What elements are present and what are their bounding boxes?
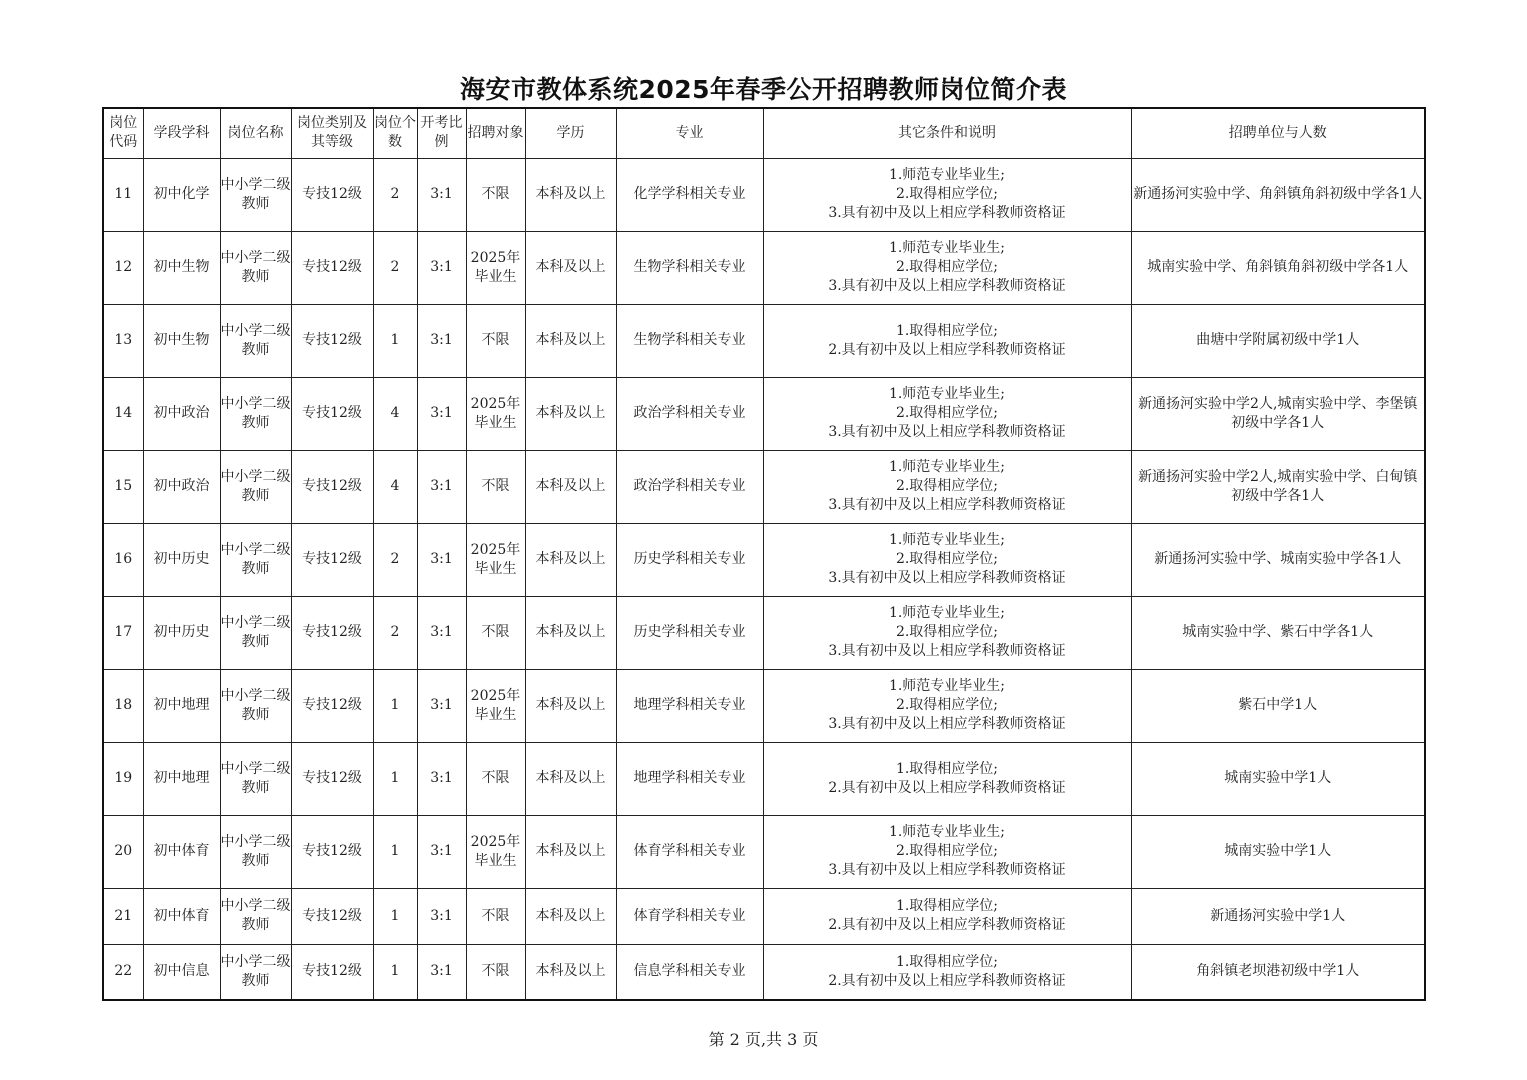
cell-education: 本科及以上 <box>525 377 616 450</box>
header-category: 岗位类别及其等级 <box>291 108 373 158</box>
cell-target: 不限 <box>466 304 525 377</box>
unit-text: 新通扬河实验中学1人 <box>1210 907 1346 924</box>
cell-code: 13 <box>103 304 143 377</box>
unit-text: 新通扬河实验中学、城南实验中学各1人 <box>1154 551 1402 567</box>
cell-ratio: 3:1 <box>417 158 466 231</box>
cell-code: 17 <box>103 596 143 669</box>
cell-target: 不限 <box>466 742 525 815</box>
cell-subject: 初中地理 <box>143 669 220 742</box>
cell-target: 2025年毕业生 <box>466 377 525 450</box>
cell-subject: 初中体育 <box>143 888 220 944</box>
cell-target: 不限 <box>466 944 525 1000</box>
cell-code: 15 <box>103 450 143 523</box>
cell-major: 地理学科相关专业 <box>616 669 763 742</box>
unit-text: 曲塘中学附属初级中学1人 <box>1196 332 1360 348</box>
cell-count: 4 <box>373 377 417 450</box>
cell-count: 2 <box>373 158 417 231</box>
cell-subject: 初中历史 <box>143 596 220 669</box>
cell-conditions <box>763 815 1131 888</box>
cell-ratio: 3:1 <box>417 450 466 523</box>
cell-count: 1 <box>373 742 417 815</box>
condition-line: 3.具有初中及以上相应学科教师资格证 <box>828 205 1066 221</box>
table-row <box>103 815 1425 888</box>
cell-major: 生物学科相关专业 <box>616 231 763 304</box>
cell-units <box>1131 377 1425 450</box>
unit-text: 紫石中学1人 <box>1238 697 1318 713</box>
cell-subject: 初中政治 <box>143 377 220 450</box>
page-number: 第 2 页,共 3 页 <box>708 1030 819 1049</box>
header-code: 岗位代码 <box>103 108 143 158</box>
cell-education: 本科及以上 <box>525 944 616 1000</box>
cell-target: 2025年毕业生 <box>466 669 525 742</box>
cell-count: 1 <box>373 815 417 888</box>
cell-subject: 初中地理 <box>143 742 220 815</box>
cell-major: 历史学科相关专业 <box>616 596 763 669</box>
table-row <box>103 304 1425 377</box>
condition-line: 1.师范专业毕业生; <box>888 532 1006 548</box>
cell-code: 12 <box>103 231 143 304</box>
condition-line: 2.具有初中及以上相应学科教师资格证 <box>828 972 1066 989</box>
cell-post: 中小学二级教师 <box>220 596 291 669</box>
condition-line: 1.师范专业毕业生; <box>888 605 1006 621</box>
cell-conditions <box>763 231 1131 304</box>
cell-ratio: 3:1 <box>417 888 466 944</box>
cell-code: 16 <box>103 523 143 596</box>
cell-category: 专技12级 <box>291 596 373 669</box>
cell-subject: 初中历史 <box>143 523 220 596</box>
condition-line: 1.师范专业毕业生; <box>888 240 1006 256</box>
cell-code: 21 <box>103 888 143 944</box>
condition-line: 2.取得相应学位; <box>895 697 999 713</box>
header-target: 招聘对象 <box>466 108 525 158</box>
cell-ratio: 3:1 <box>417 669 466 742</box>
cell-post: 中小学二级教师 <box>220 888 291 944</box>
cell-units <box>1131 231 1425 304</box>
cell-ratio: 3:1 <box>417 377 466 450</box>
cell-category: 专技12级 <box>291 523 373 596</box>
condition-line: 3.具有初中及以上相应学科教师资格证 <box>828 570 1066 586</box>
table-row <box>103 158 1425 231</box>
cell-education: 本科及以上 <box>525 231 616 304</box>
cell-major: 生物学科相关专业 <box>616 304 763 377</box>
table-row <box>103 377 1425 450</box>
cell-code: 14 <box>103 377 143 450</box>
cell-major: 地理学科相关专业 <box>616 742 763 815</box>
condition-line: 3.具有初中及以上相应学科教师资格证 <box>828 424 1066 440</box>
cell-units <box>1131 523 1425 596</box>
condition-line: 1.取得相应学位; <box>895 760 999 777</box>
cell-ratio: 3:1 <box>417 944 466 1000</box>
cell-category: 专技12级 <box>291 669 373 742</box>
cell-conditions <box>763 888 1131 944</box>
table-row <box>103 523 1425 596</box>
cell-count: 4 <box>373 450 417 523</box>
cell-code: 18 <box>103 669 143 742</box>
cell-category: 专技12级 <box>291 231 373 304</box>
header-subject: 学段学科 <box>143 108 220 158</box>
cell-category: 专技12级 <box>291 944 373 1000</box>
condition-line: 1.取得相应学位; <box>895 322 999 339</box>
cell-education: 本科及以上 <box>525 888 616 944</box>
cell-major: 政治学科相关专业 <box>616 377 763 450</box>
table-header-row <box>103 108 1425 158</box>
cell-ratio: 3:1 <box>417 596 466 669</box>
cell-post: 中小学二级教师 <box>220 742 291 815</box>
table-row <box>103 450 1425 523</box>
unit-text: 城南实验中学1人 <box>1224 770 1332 786</box>
condition-line: 2.取得相应学位; <box>895 478 999 494</box>
cell-units <box>1131 596 1425 669</box>
cell-post: 中小学二级教师 <box>220 815 291 888</box>
cell-major: 化学学科相关专业 <box>616 158 763 231</box>
cell-subject: 初中信息 <box>143 944 220 1000</box>
cell-conditions <box>763 742 1131 815</box>
unit-text: 城南实验中学、角斜镇角斜初级中学各1人 <box>1147 259 1409 275</box>
cell-subject: 初中生物 <box>143 231 220 304</box>
cell-units <box>1131 158 1425 231</box>
cell-conditions <box>763 523 1131 596</box>
table-row <box>103 596 1425 669</box>
cell-major: 政治学科相关专业 <box>616 450 763 523</box>
cell-units <box>1131 742 1425 815</box>
unit-text: 城南实验中学1人 <box>1224 843 1332 859</box>
table-row <box>103 888 1425 944</box>
cell-post: 中小学二级教师 <box>220 304 291 377</box>
cell-count: 2 <box>373 231 417 304</box>
condition-line: 3.具有初中及以上相应学科教师资格证 <box>828 497 1066 513</box>
cell-major: 信息学科相关专业 <box>616 944 763 1000</box>
condition-line: 2.具有初中及以上相应学科教师资格证 <box>828 917 1066 933</box>
condition-line: 1.师范专业毕业生; <box>888 678 1006 694</box>
table-row <box>103 231 1425 304</box>
condition-line: 1.取得相应学位; <box>895 953 999 970</box>
cell-post: 中小学二级教师 <box>220 523 291 596</box>
cell-ratio: 3:1 <box>417 523 466 596</box>
cell-category: 专技12级 <box>291 158 373 231</box>
cell-education: 本科及以上 <box>525 304 616 377</box>
cell-conditions <box>763 596 1131 669</box>
cell-count: 1 <box>373 304 417 377</box>
cell-conditions <box>763 450 1131 523</box>
condition-line: 1.师范专业毕业生; <box>888 386 1006 402</box>
job-table <box>102 107 1426 1001</box>
header-ratio: 开考比例 <box>417 108 466 158</box>
cell-target: 不限 <box>466 450 525 523</box>
condition-line: 3.具有初中及以上相应学科教师资格证 <box>828 862 1066 878</box>
table-row <box>103 944 1425 1000</box>
cell-ratio: 3:1 <box>417 304 466 377</box>
cell-code: 11 <box>103 158 143 231</box>
cell-education: 本科及以上 <box>525 596 616 669</box>
cell-units <box>1131 815 1425 888</box>
condition-line: 2.具有初中及以上相应学科教师资格证 <box>828 779 1066 796</box>
cell-major: 体育学科相关专业 <box>616 815 763 888</box>
condition-line: 2.取得相应学位; <box>895 551 999 567</box>
cell-subject: 初中政治 <box>143 450 220 523</box>
cell-ratio: 3:1 <box>417 815 466 888</box>
condition-line: 1.师范专业毕业生; <box>888 824 1006 840</box>
cell-category: 专技12级 <box>291 888 373 944</box>
unit-text: 新通扬河实验中学2人,城南实验中学、白甸镇初级中学各1人 <box>1138 468 1418 504</box>
cell-count: 1 <box>373 669 417 742</box>
header-units: 招聘单位与人数 <box>1131 108 1425 158</box>
cell-category: 专技12级 <box>291 742 373 815</box>
cell-education: 本科及以上 <box>525 523 616 596</box>
cell-post: 中小学二级教师 <box>220 377 291 450</box>
cell-education: 本科及以上 <box>525 450 616 523</box>
unit-text: 角斜镇老坝港初级中学1人 <box>1196 963 1360 980</box>
cell-target: 2025年毕业生 <box>466 231 525 304</box>
condition-line: 3.具有初中及以上相应学科教师资格证 <box>828 278 1066 294</box>
cell-code: 22 <box>103 944 143 1000</box>
cell-subject: 初中生物 <box>143 304 220 377</box>
table-row <box>103 742 1425 815</box>
cell-code: 19 <box>103 742 143 815</box>
cell-conditions <box>763 669 1131 742</box>
cell-education: 本科及以上 <box>525 742 616 815</box>
condition-line: 2.具有初中及以上相应学科教师资格证 <box>828 341 1066 358</box>
cell-units <box>1131 304 1425 377</box>
cell-units <box>1131 888 1425 944</box>
table-row <box>103 669 1425 742</box>
cell-code: 20 <box>103 815 143 888</box>
condition-line: 3.具有初中及以上相应学科教师资格证 <box>828 716 1066 732</box>
cell-education: 本科及以上 <box>525 669 616 742</box>
header-post: 岗位名称 <box>220 108 291 158</box>
cell-units <box>1131 669 1425 742</box>
cell-count: 1 <box>373 888 417 944</box>
cell-target: 不限 <box>466 158 525 231</box>
condition-line: 2.取得相应学位; <box>895 405 999 421</box>
header-education: 学历 <box>525 108 616 158</box>
cell-count: 2 <box>373 523 417 596</box>
header-major: 专业 <box>616 108 763 158</box>
condition-line: 1.师范专业毕业生; <box>888 167 1006 183</box>
cell-conditions <box>763 377 1131 450</box>
cell-conditions <box>763 304 1131 377</box>
cell-conditions <box>763 158 1131 231</box>
cell-category: 专技12级 <box>291 450 373 523</box>
cell-post: 中小学二级教师 <box>220 450 291 523</box>
cell-major: 历史学科相关专业 <box>616 523 763 596</box>
cell-ratio: 3:1 <box>417 231 466 304</box>
condition-line: 3.具有初中及以上相应学科教师资格证 <box>828 643 1066 659</box>
cell-post: 中小学二级教师 <box>220 669 291 742</box>
condition-line: 2.取得相应学位; <box>895 843 999 859</box>
cell-education: 本科及以上 <box>525 158 616 231</box>
cell-units <box>1131 450 1425 523</box>
cell-post: 中小学二级教师 <box>220 231 291 304</box>
condition-line: 1.师范专业毕业生; <box>888 459 1006 475</box>
cell-major: 体育学科相关专业 <box>616 888 763 944</box>
cell-count: 1 <box>373 944 417 1000</box>
cell-ratio: 3:1 <box>417 742 466 815</box>
cell-target: 不限 <box>466 888 525 944</box>
cell-category: 专技12级 <box>291 377 373 450</box>
cell-category: 专技12级 <box>291 815 373 888</box>
cell-conditions <box>763 944 1131 1000</box>
unit-text: 新通扬河实验中学、角斜镇角斜初级中学各1人 <box>1133 186 1423 202</box>
unit-text: 新通扬河实验中学2人,城南实验中学、李堡镇初级中学各1人 <box>1138 395 1418 431</box>
cell-count: 2 <box>373 596 417 669</box>
condition-line: 2.取得相应学位; <box>895 186 999 202</box>
condition-line: 2.取得相应学位; <box>895 624 999 640</box>
header-conditions: 其它条件和说明 <box>763 108 1131 158</box>
cell-target: 2025年毕业生 <box>466 815 525 888</box>
cell-education: 本科及以上 <box>525 815 616 888</box>
cell-subject: 初中化学 <box>143 158 220 231</box>
condition-line: 2.取得相应学位; <box>895 259 999 275</box>
page-title: 海安市教体系统2025年春季公开招聘教师岗位简介表 <box>459 75 1068 104</box>
condition-line: 1.取得相应学位; <box>895 898 999 914</box>
cell-category: 专技12级 <box>291 304 373 377</box>
cell-post: 中小学二级教师 <box>220 944 291 1000</box>
cell-post: 中小学二级教师 <box>220 158 291 231</box>
header-count: 岗位个数 <box>373 108 417 158</box>
cell-units <box>1131 944 1425 1000</box>
cell-target: 不限 <box>466 596 525 669</box>
table-body <box>103 158 1425 1000</box>
cell-subject: 初中体育 <box>143 815 220 888</box>
unit-text: 城南实验中学、紫石中学各1人 <box>1182 624 1374 640</box>
cell-target: 2025年毕业生 <box>466 523 525 596</box>
